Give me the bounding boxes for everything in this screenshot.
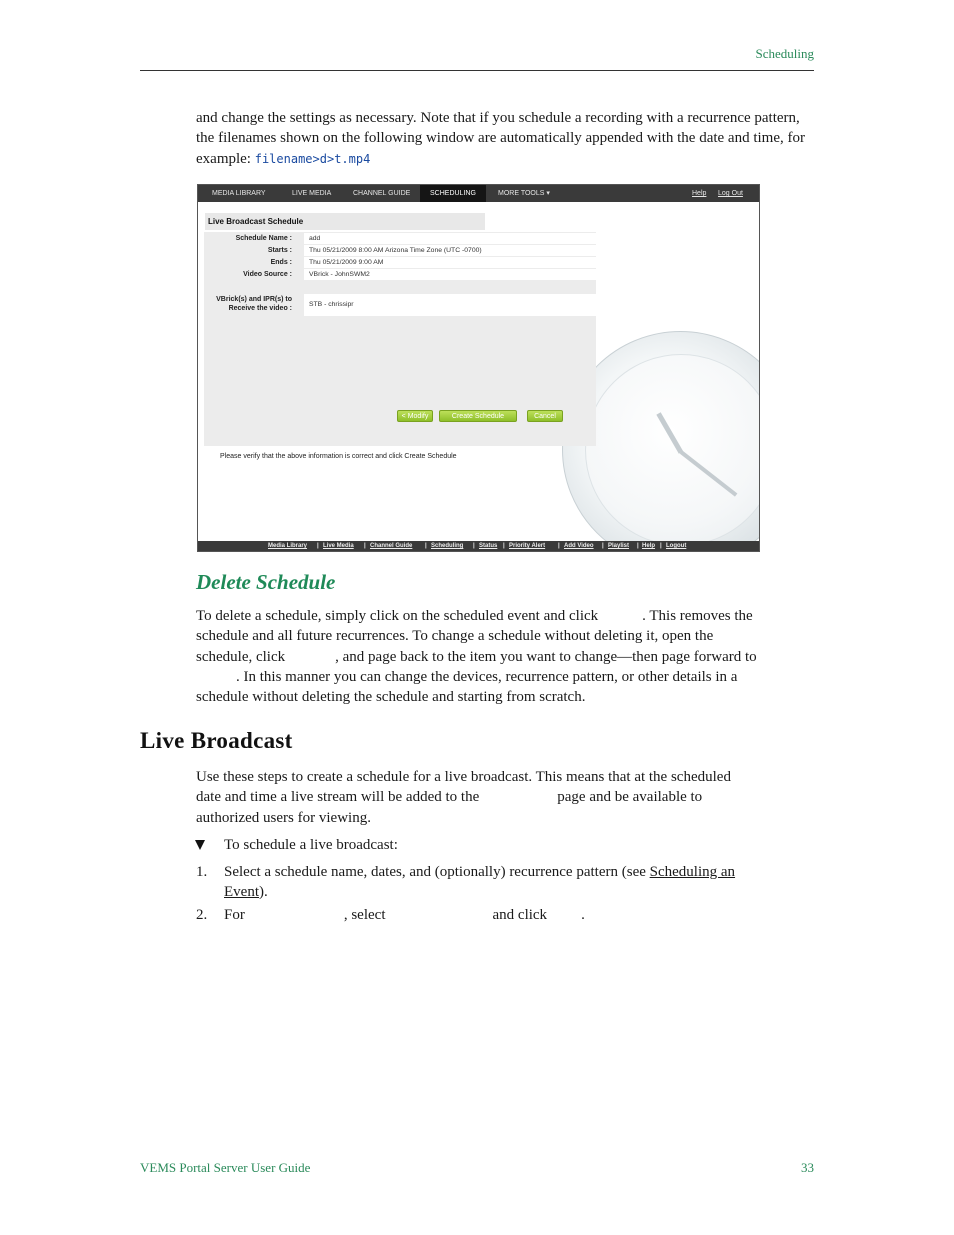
delete-line1b: . This removes the (642, 608, 753, 624)
nav-tab-more-tools[interactable] (488, 185, 560, 202)
logout-link[interactable]: Log Out (718, 190, 743, 197)
footer-link-status[interactable]: Status (479, 543, 498, 549)
footer-navigation (198, 541, 759, 551)
delete-line4b: . In this manner you can change the devices, recurrence pattern, or other details in a (236, 668, 738, 685)
create-schedule-button[interactable]: Create Schedule (439, 410, 517, 422)
step-2-end: . (581, 907, 585, 923)
clock-face (585, 354, 760, 546)
step-1-text (224, 862, 804, 903)
footer-link-help[interactable]: Help (642, 543, 656, 549)
cancel-button[interactable]: Cancel (527, 410, 563, 422)
delete-line3a: schedule, click (196, 648, 286, 665)
footer-link-channel-guide[interactable]: Channel Guide (370, 543, 413, 549)
footer-link-playlist[interactable]: Playlist (608, 543, 630, 549)
page-number: 33 (801, 1160, 814, 1175)
step-2-for: For (224, 907, 245, 923)
footer-separator: | (425, 543, 427, 549)
nav-tab-media-library[interactable]: MEDIA LIBRARY (212, 190, 266, 197)
delete-line1a: To delete a schedule, simply click on the scheduled event and click (196, 608, 599, 624)
chevron-down-icon: ▾ (546, 190, 550, 197)
footer-link-media-library[interactable]: Media Library (268, 543, 308, 549)
clock-minute-hand (680, 450, 738, 496)
field-value-schedule-name: add (304, 233, 599, 244)
lb-line1: Use these steps to create a schedule for a live broadcast. This means that at the scheduled (196, 769, 731, 785)
field-label-video-source: Video Source : (243, 271, 292, 278)
step-1 (196, 862, 816, 906)
footer-separator: | (637, 543, 639, 549)
live-broadcast-heading: Live Broadcast (140, 728, 293, 753)
header-rule (140, 70, 814, 71)
step-1-body: Select a schedule name, dates, and (optionally) recurrence pattern (see (224, 864, 650, 880)
footer-link-scheduling[interactable]: Scheduling (431, 543, 464, 549)
clock-hour-hand (656, 412, 683, 453)
lb-line2a: date and time a live stream will be added to the (196, 789, 480, 806)
top-navigation (198, 185, 759, 202)
intro-paragraph (196, 108, 816, 169)
footer-link-live-media[interactable]: Live Media (323, 543, 354, 549)
footer-title: VEMS Portal Server User Guide (140, 1160, 311, 1175)
nav-tab-channel-guide[interactable]: CHANNEL GUIDE (353, 190, 411, 197)
field-value-ends: Thu 05/21/2009 9:00 AM (304, 257, 599, 268)
more-tools-label: MORE TOOLS (498, 190, 545, 197)
field-value-starts: Thu 05/21/2009 8:00 AM Arizona Time Zone (UTC -0700) (304, 245, 599, 256)
lb-line3: authorized users for viewing. (196, 809, 371, 826)
field-label-receivers-line2: Receive the video : (228, 305, 292, 312)
step-1-number: 1. (196, 864, 208, 880)
schedule-screenshot (197, 184, 760, 552)
footer-separator: | (503, 543, 505, 549)
footer-link-logout[interactable]: Logout (666, 543, 687, 549)
lb-line2b: page and be available to (557, 789, 703, 806)
scheduling-event-link-part2[interactable]: Event (224, 884, 259, 901)
delete-schedule-heading: Delete Schedule (196, 570, 336, 594)
footer-separator: | (558, 543, 560, 549)
example-filename: filename>d>t.mp4 (254, 151, 371, 166)
live-broadcast-paragraph (196, 767, 816, 828)
delete-line5: schedule without deleting the schedule and starting from scratch. (196, 689, 586, 706)
step-1-end: ). (259, 884, 268, 901)
step-2-text (224, 905, 804, 925)
field-label-starts: Starts : (267, 247, 292, 254)
delete-schedule-paragraph (196, 606, 816, 707)
verify-message: Please verify that the above information is correct and click Create Schedule (220, 453, 457, 460)
help-link[interactable]: Help (692, 190, 707, 197)
delete-line3b: , and page back to the item you want to change—then page forward to (335, 648, 757, 665)
step-2 (196, 905, 816, 927)
footer-separator: | (602, 543, 604, 549)
procedure-triangle-icon (195, 840, 205, 850)
running-header: Scheduling (755, 46, 814, 61)
footer-separator: | (317, 543, 319, 549)
field-value-video-source: VBrick - JohnSWM2 (304, 269, 599, 280)
footer-link-priority-alert[interactable]: Priority Alert (509, 543, 546, 549)
footer-separator: | (364, 543, 366, 549)
modify-button[interactable]: < Modify (397, 410, 433, 422)
nav-tab-live-media[interactable]: LIVE MEDIA (292, 190, 332, 197)
intro-text: and change the settings as necessary. Note that if you schedule a recording with a recurrence pattern, the filenames shown on the following window are automatically appended with the date and time, for example: (196, 110, 805, 167)
footer-separator: | (473, 543, 475, 549)
procedure-heading: To schedule a live broadcast: (224, 837, 398, 853)
field-label-schedule-name: Schedule Name : (235, 235, 292, 242)
nav-tab-scheduling[interactable]: SCHEDULING (420, 185, 486, 202)
footer-link-add-video[interactable]: Add Video (564, 543, 594, 549)
step-2-select: , select (343, 907, 386, 923)
scheduling-event-link-part1[interactable]: Scheduling an (649, 864, 736, 880)
step-2-click: and click (492, 907, 548, 923)
field-label-receivers-line1: VBrick(s) and IPR(s) to (216, 296, 292, 303)
step-2-number: 2. (196, 907, 208, 923)
panel-title: Live Broadcast Schedule (205, 213, 485, 230)
field-value-receivers: STB - chrissipr (304, 294, 599, 316)
field-label-ends: Ends : (270, 259, 292, 266)
delete-line2: schedule and all future recurrences. To change a schedule without deleting it, open the (196, 628, 714, 645)
footer-separator: | (660, 543, 662, 549)
